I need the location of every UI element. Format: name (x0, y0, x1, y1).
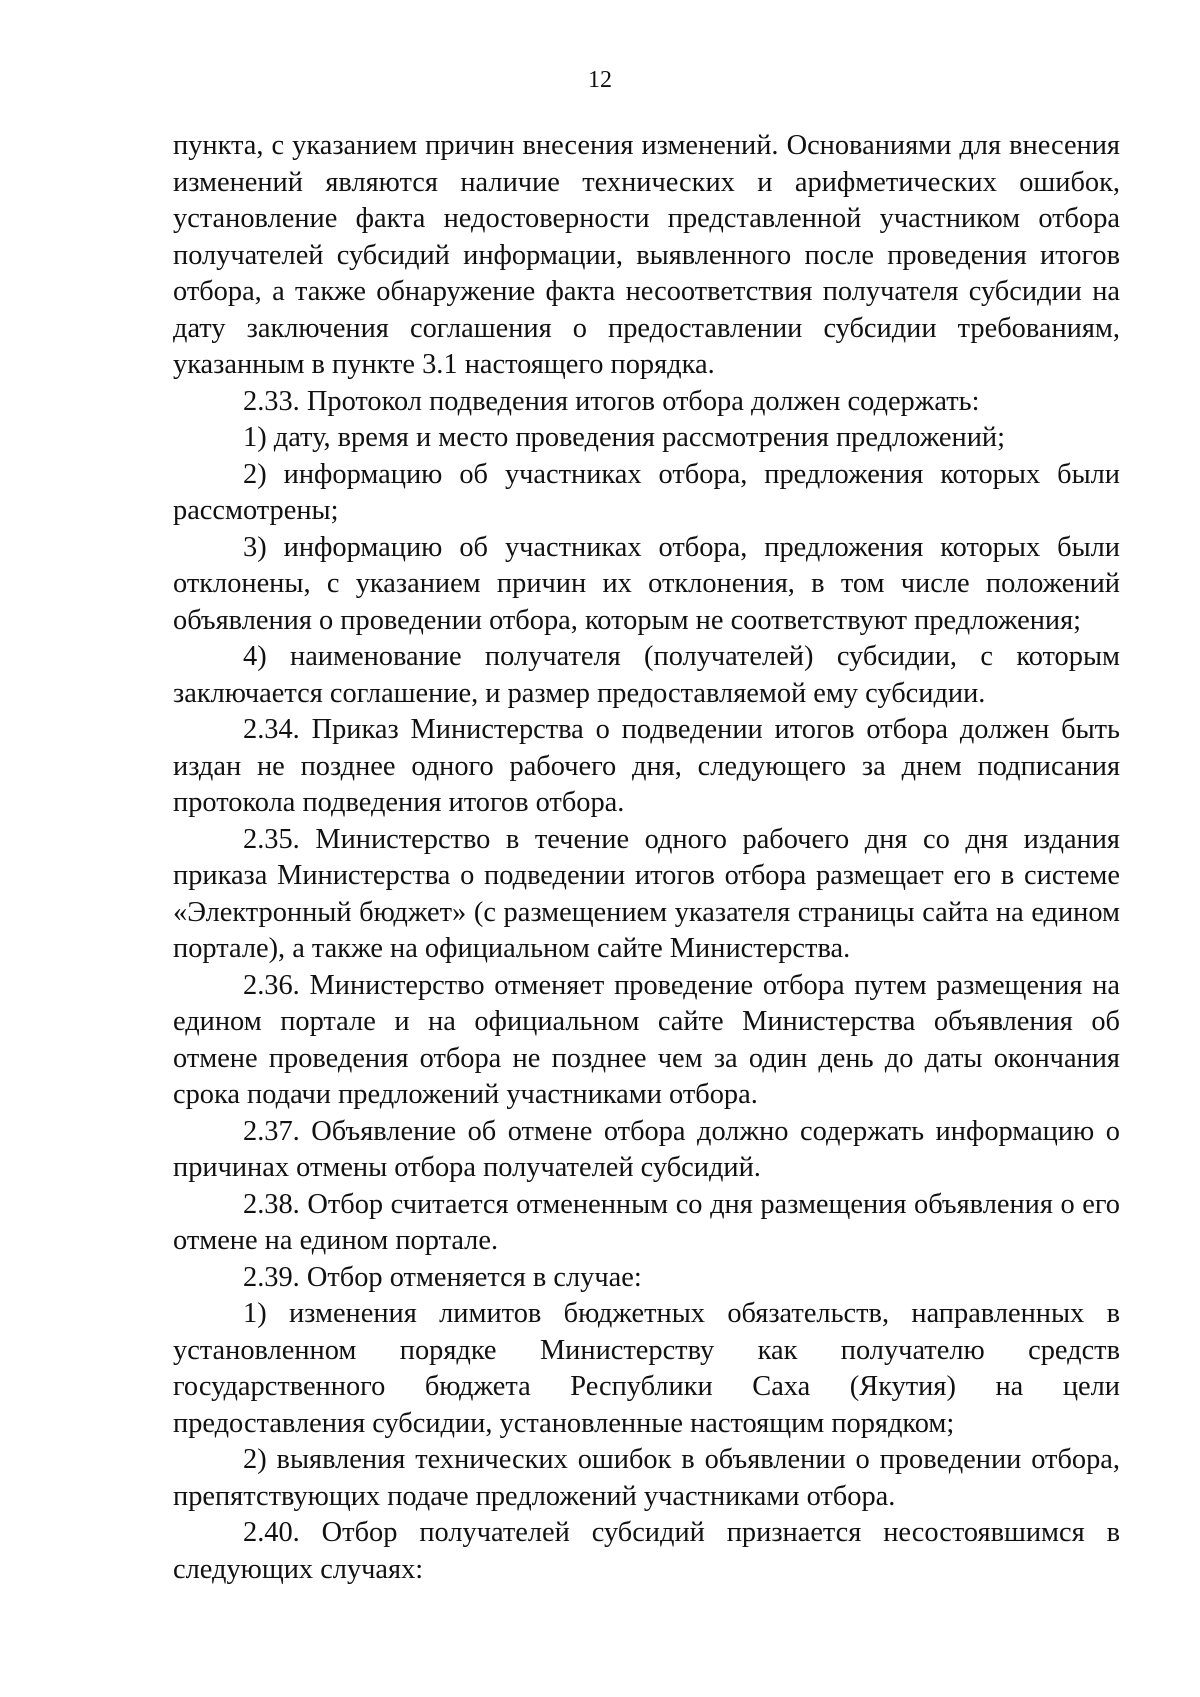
paragraph-2-35: 2.35. Министерство в течение одного рабочего дня со дня издания приказа Министерства о подведении итогов отбора размещает его в системе «Электронный бюджет» (с размещением указателя страницы сайта на едином портале), а также на официальном сайте Министерства. (173, 823, 1120, 964)
list-item-2-33-3: 3) информацию об участниках отбора, предложения которых были отклонены, с указанием причин их отклонения, в том числе положений объявления о проведении отбора, которым не соответствуют предложения; (173, 531, 1120, 636)
paragraph-2-37: 2.37. Объявление об отмене отбора должно содержать информацию о причинах отмены отбора получателей субсидий. (173, 1115, 1120, 1183)
document-body (173, 128, 1120, 1588)
paragraph-2-36: 2.36. Министерство отменяет проведение отбора путем размещения на едином портале и на официальном сайте Министерства объявления об отмене проведения отбора не позднее чем за один день до даты окончания срока подачи предложений участниками отбора. (173, 969, 1120, 1110)
list-item-2-33-1: 1) дату, время и место проведения рассмотрения предложений; (243, 422, 1005, 453)
paragraph-2-33: 2.33. Протокол подведения итогов отбора должен содержать: (243, 385, 980, 417)
list-item-2-33-4: 4) наименование получателя (получателей) субсидии, с которым заключается соглашение, и размер предоставляемой ему субсидии. (173, 641, 1120, 709)
list-item-2-39-1: 1) изменения лимитов бюджетных обязательств, направленных в установленном порядке Министерству как получателю средств государственного бюджета Республики Саха (Якутия) на цели предоставления субсидии, установленные настоящим порядком; (173, 1298, 1120, 1439)
paragraph-2-39: 2.39. Отбор отменяется в случае: (243, 1261, 642, 1293)
paragraph-2-40: 2.40. Отбор получателей субсидий признается несостоявшимся в следующих случаях: (173, 1517, 1120, 1585)
paragraph-2-34: 2.34. Приказ Министерства о подведении итогов отбора должен быть издан не позднее одного рабочего дня, следующего за днем подписания протокола подведения итогов отбора. (173, 714, 1120, 818)
paragraph-2-38: 2.38. Отбор считается отмененным со дня размещения объявления о его отмене на едином портале. (173, 1188, 1120, 1256)
page-number: 12 (588, 67, 612, 93)
paragraph-continuation: пункта, с указанием причин внесения изменений. Основаниями для внесения изменений являются наличие технических и арифметических ошибок, установление факта недостоверности представленной участником отбора получателей субсидий информации, выявленного после проведения итогов отбора, а также обнаружение факта несоответствия получателя субсидии на дату заключения соглашения о предоставлении субсидии требованиям, указанным в пункте 3.1 настоящего порядка. (173, 130, 1120, 380)
list-item-2-39-2: 2) выявления технических ошибок в объявлении о проведении отбора, препятствующих подаче предложений участниками отбора. (173, 1444, 1120, 1512)
list-item-2-33-2: 2) информацию об участниках отбора, предложения которых были рассмотрены; (173, 458, 1120, 526)
